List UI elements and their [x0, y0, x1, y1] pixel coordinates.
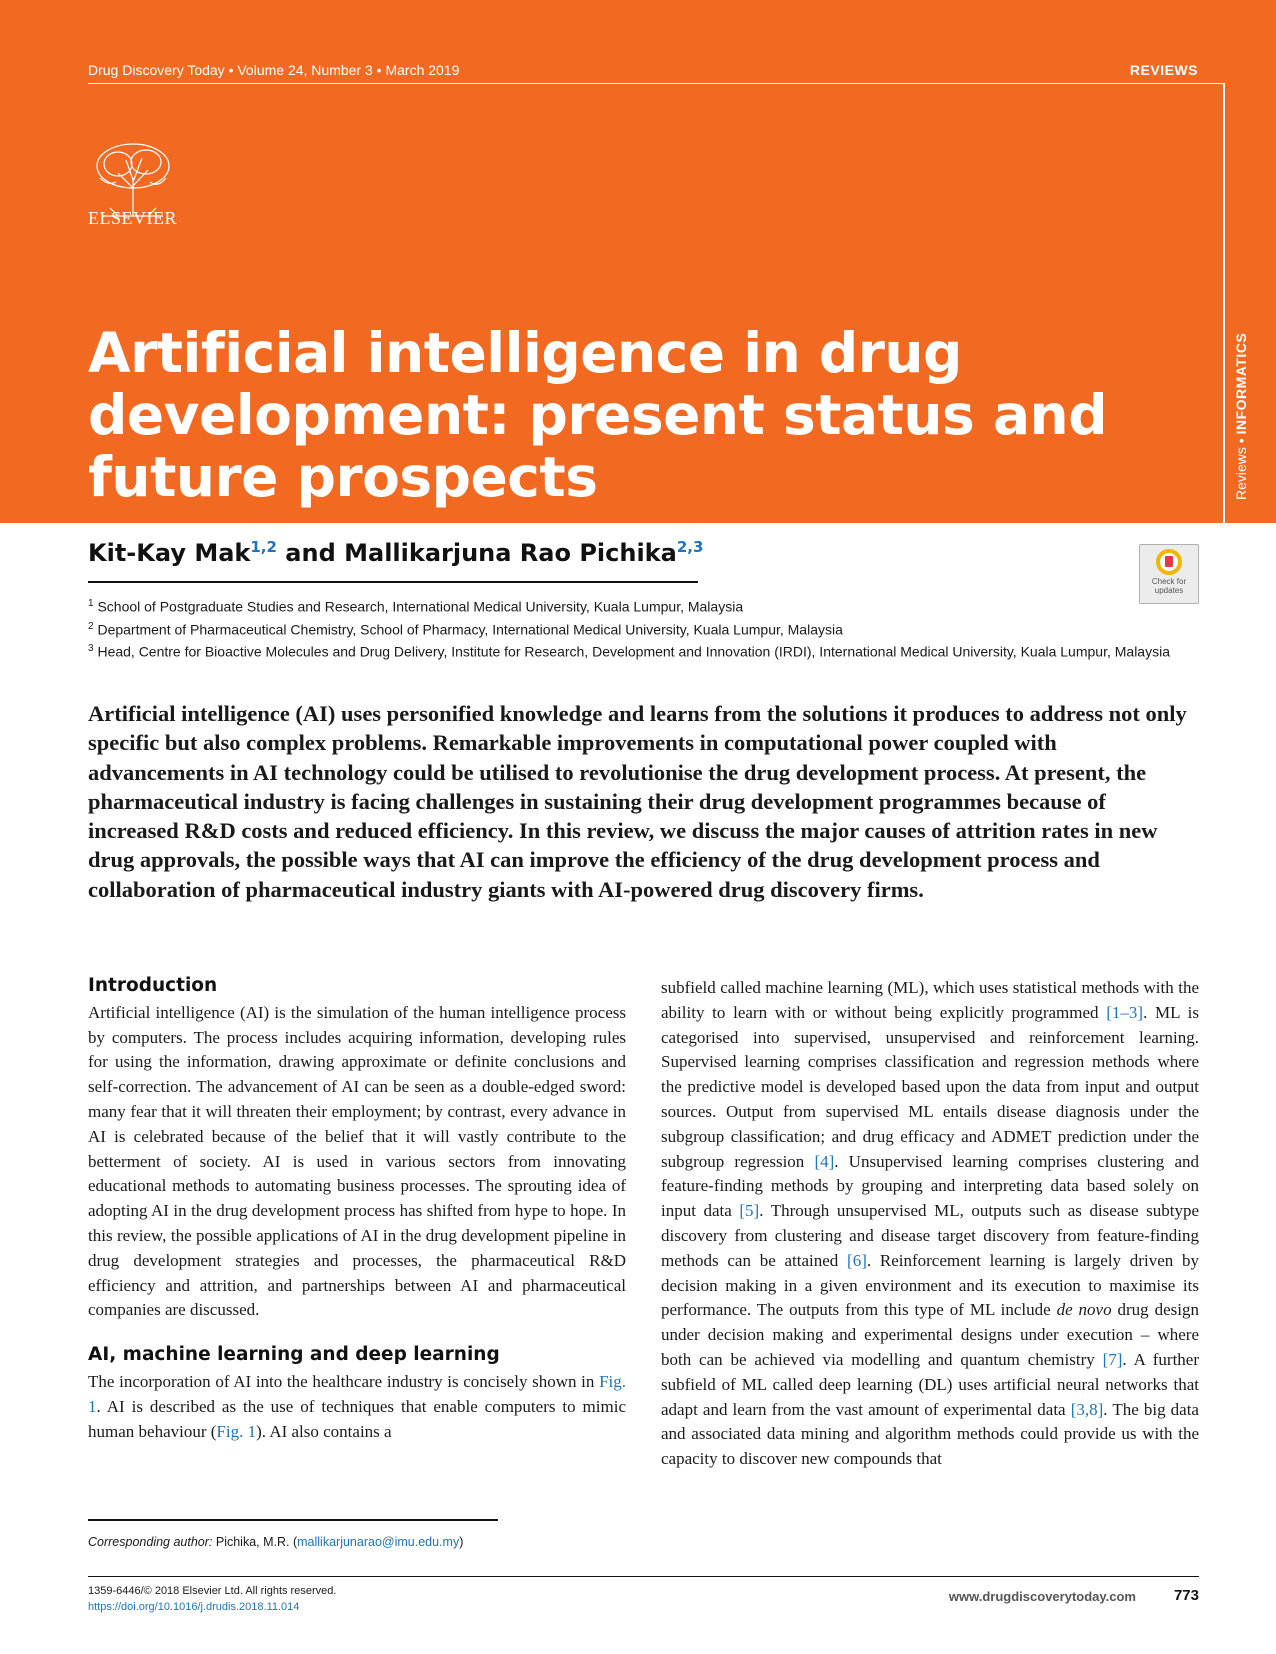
paragraph-text: . Through unsupervised ML, outputs such as disease subtype discovery from clustering and disease target discovery from feature-finding methods can be attained — [661, 1201, 1199, 1270]
introduction-paragraph: Artificial intelligence (AI) is the simulation of the human intelligence process by computers. The process includes acquiring information, developing rules for using the information, drawing approximate or definite conclusions and self-correction. The advancement of AI can be seen as a double-edged sword: many fear that it will threaten their employment; by contrast, every advance in AI is celebrated because of the belief that it will vastly contribute to the betterment of society. AI is used in various sectors from innovating educational methods to automating business processes. The sprouting idea of adopting AI in the drug development process has shifted from hype to hope. In this review, the possible applications of AI in the drug development pipeline in drug development strategies and processes, the pharmaceutical R&D efficiency and attrition, and partnerships between AI and pharmaceutical companies are discussed. — [88, 1002, 626, 1320]
body-column-left — [88, 974, 626, 1444]
publisher-wordmark: ELSEVIER — [88, 208, 177, 228]
article-title: Artificial intelligence in drug development: present status and future prospects — [88, 321, 1108, 509]
paragraph-text: ). AI also contains a — [256, 1421, 392, 1441]
reference-link[interactable]: [4] — [814, 1151, 835, 1171]
paragraph-text: . A further subfield of ML called deep learning (DL) uses artificial neural networks that adapt and learn from the vast amount of experimental data — [661, 1349, 1200, 1419]
reference-link[interactable]: [1–3] — [1106, 1002, 1144, 1022]
author-joiner: and — [276, 539, 345, 567]
copyright-block — [88, 1583, 336, 1615]
affiliation-number: 1 — [88, 598, 94, 609]
figure-link[interactable]: Fig. 1 — [88, 1371, 626, 1416]
affiliation-text: School of Postgraduate Studies and Research, International Medical University, Kuala Lumpur, Malaysia — [97, 598, 744, 615]
header-rule — [88, 83, 1224, 84]
side-tab-label — [1233, 333, 1249, 500]
paragraph-text: . Unsupervised learning comprises clustering and feature-finding methods by grouping and interpreting data based solely on input data — [661, 1151, 1199, 1221]
ai-ml-paragraph — [88, 1370, 626, 1444]
side-rule — [1223, 83, 1225, 1483]
author-affil-ref[interactable]: 2,3 — [676, 538, 704, 556]
paragraph-text: . ML is categorised into supervised, unsupervised and reinforcement learning. Supervised learning comprises classification and regression methods where the predictive model is developed based upon the data from input and output sources. Output from supervised ML entails disease diagnosis under the subgroup classification; and drug efficacy and ADMET prediction under the subgroup regression — [661, 1002, 1199, 1171]
journal-running-head: Drug Discovery Today • Volume 24, Number 3 • March 2019 — [88, 62, 460, 78]
footer-rule — [88, 1576, 1199, 1577]
affiliations — [88, 594, 1208, 662]
paragraph-text: . AI is described as the use of techniques that enable computers to mimic human behaviour ( — [88, 1396, 626, 1441]
paragraph-text: subfield called machine learning (ML), which uses statistical methods with the ability to learn with or without being explicitly programmed — [661, 978, 1199, 1022]
reference-link[interactable]: [7] — [1102, 1349, 1123, 1369]
reference-link[interactable]: [5] — [739, 1201, 760, 1221]
bookmark-icon — [1156, 549, 1182, 575]
author-name[interactable]: Kit-Kay Mak — [88, 539, 251, 567]
corresponding-close: ) — [459, 1535, 464, 1549]
reference-link[interactable]: [6] — [847, 1250, 867, 1270]
figure-link[interactable]: Fig. 1 — [216, 1421, 257, 1441]
affiliation-item — [88, 639, 1208, 662]
side-tab-prefix: Reviews • — [1233, 434, 1249, 500]
section-heading-introduction: Introduction — [88, 975, 218, 996]
side-tab-main: INFORMATICS — [1233, 332, 1249, 435]
paragraph-text: . The big data and associated data mining and algorithm methods could provide us with the capacity to discover new compounds that — [661, 1399, 1199, 1469]
section-label: REVIEWS — [1129, 62, 1198, 78]
body-column-right — [661, 976, 1199, 1472]
page-number: 773 — [1173, 1587, 1199, 1604]
affiliation-text: Head, Centre for Bioactive Molecules and Drug Delivery, Institute for Research, Development and Innovation (IRDI), International Medical University, Kuala Lumpur, Malaysia — [97, 643, 1170, 660]
paragraph-text: The incorporation of AI into the healthcare industry is concisely shown in — [88, 1371, 600, 1391]
affiliation-number: 2 — [88, 620, 94, 632]
paragraph-text: . Reinforcement learning is largely driven by decision making in a given environment and its execution to maximise its performance. The outputs from this type of ML include — [661, 1250, 1199, 1320]
ml-paragraph — [661, 976, 1199, 1472]
reference-link[interactable]: [3,8] — [1070, 1399, 1104, 1419]
paragraph-text: drug design under decision making and experimental designs under execution – where both can be achieved via modelling and quantum chemistry — [661, 1300, 1199, 1369]
copyright-line: 1359-6446/© 2018 Elsevier Ltd. All rights reserved. — [88, 1585, 337, 1597]
italic-term: de novo — [1056, 1300, 1112, 1320]
footnote-rule — [88, 1519, 498, 1521]
author-affil-ref[interactable]: 1,2 — [250, 538, 277, 556]
corresponding-label: Corresponding author: — [88, 1535, 213, 1549]
corresponding-author — [88, 1535, 463, 1549]
corresponding-name: Pichika, M.R. ( — [212, 1535, 298, 1549]
author-line — [88, 538, 703, 567]
affiliation-number: 3 — [88, 643, 94, 655]
doi-link[interactable]: https://doi.org/10.1016/j.drudis.2018.11.014 — [88, 1601, 300, 1613]
abstract: Artificial intelligence (AI) uses personified knowledge and learns from the solutions it produces to address not only specific but also complex problems. Remarkable improvements in computational power coupled with advancements in AI technology could be utilised to revolutionise the drug development process. At present, the pharmaceutical industry is facing challenges in sustaining their drug development programmes because of increased R&D costs and reduced efficiency. In this review, we discuss the major causes of attrition rates in new drug approvals, the possible ways that AI can improve the efficiency of the drug development process and collaboration of pharmaceutical industry giants with AI-powered drug discovery firms. — [88, 701, 1187, 902]
affiliation-item — [88, 617, 1208, 640]
email-link[interactable]: mallikarjunarao@imu.edu.my — [297, 1535, 460, 1549]
affiliation-item — [88, 594, 1208, 617]
journal-website-link[interactable]: www.drugdiscoverytoday.com — [948, 1589, 1136, 1604]
section-heading-ai-ml-dl: AI, machine learning and deep learning — [88, 1344, 500, 1366]
author-name[interactable]: Mallikarjuna Rao Pichika — [344, 539, 677, 567]
check-for-updates-label: Check for updates — [1151, 577, 1187, 595]
authors-rule — [88, 581, 698, 583]
affiliation-text: Department of Pharmaceutical Chemistry, School of Pharmacy, International Medical University, Kuala Lumpur, Malaysia — [97, 621, 843, 638]
